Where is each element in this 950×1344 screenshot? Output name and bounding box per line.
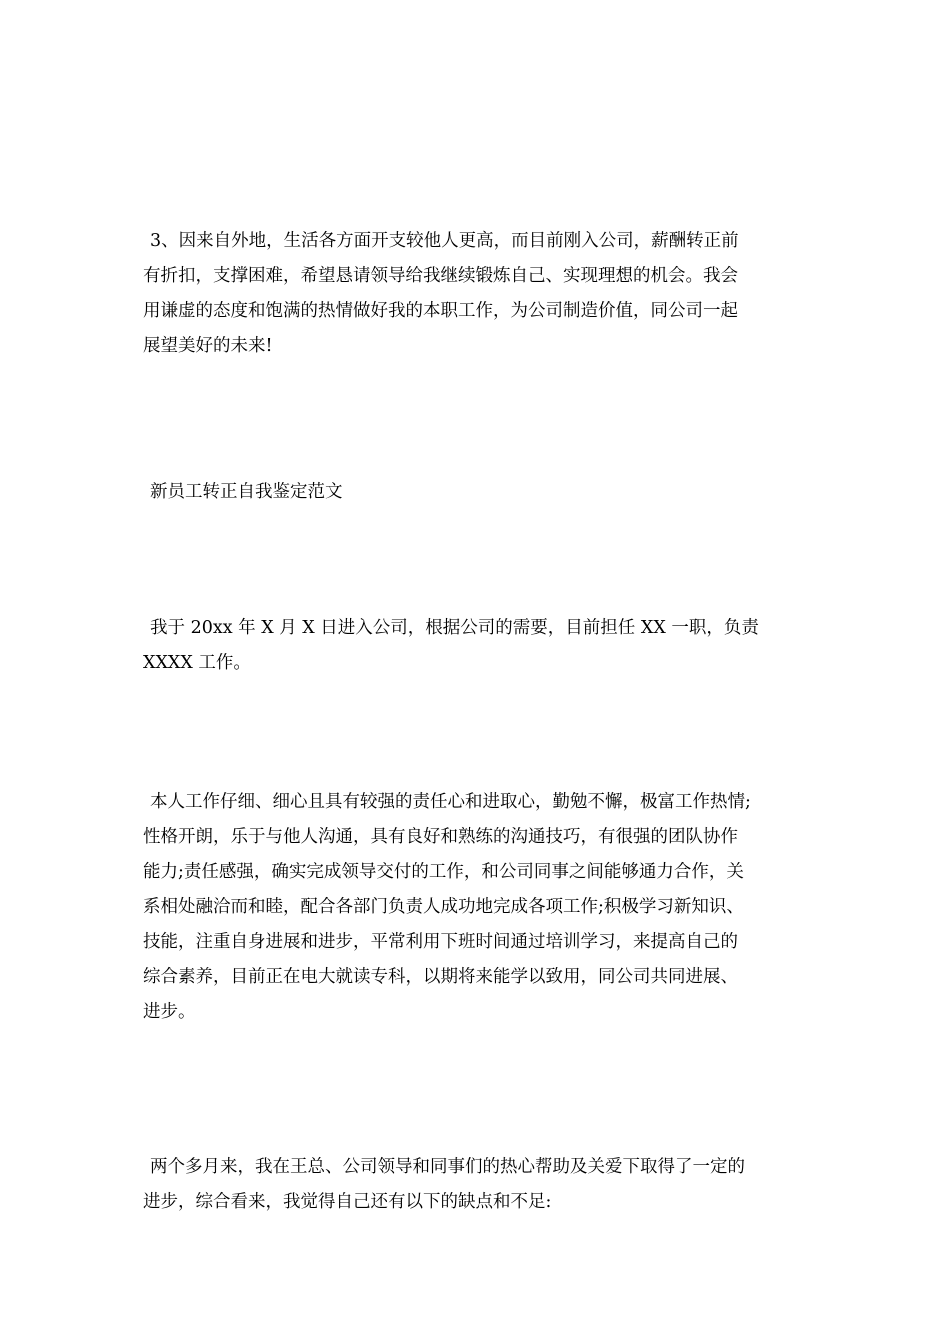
text-line: 用谦虚的态度和饱满的热情做好我的本职工作，为公司制造价值，同公司一起: [143, 301, 738, 321]
text-line: XXXX 工作。: [143, 653, 251, 673]
paragraph-shortcomings: [143, 1150, 833, 1220]
text-line: 综合素养，目前正在电大就读专科，以期将来能学以致用，同公司共同进展、: [143, 967, 738, 987]
text-line: 本人工作仔细、细心且具有较强的责任心和进取心，勤勉不懈，极富工作热情;: [150, 792, 751, 812]
text-line: 3、因来自外地，生活各方面开支较他人更高，而目前刚入公司，薪酬转正前: [150, 231, 739, 251]
text-line: 系相处融洽而和睦，配合各部门负责人成功地完成各项工作;积极学习新知识、: [143, 897, 744, 917]
text-line: 技能，注重自身进展和进步，平常利用下班时间通过培训学习，来提高自己的: [143, 932, 738, 952]
heading-text: 新员工转正自我鉴定范文: [150, 482, 343, 502]
text-line: 展望美好的未来!: [143, 336, 273, 356]
paragraph-salary-request: [143, 224, 833, 364]
text-line: 两个多月来，我在王总、公司领导和同事们的热心帮助及关爱下取得了一定的: [150, 1157, 745, 1177]
paragraph-self-assessment: [143, 785, 833, 1030]
text-line: 有折扣，支撑困难，希望恳请领导给我继续锻炼自己、实现理想的机会。我会: [143, 266, 738, 286]
text-line: 我于 20xx 年 X 月 X 日进入公司，根据公司的需要，目前担任 XX 一职，负责: [150, 618, 759, 638]
text-line: 进步，综合看来，我觉得自己还有以下的缺点和不足:: [143, 1192, 552, 1212]
text-line: 进步。: [143, 1002, 196, 1022]
text-line: 性格开朗，乐于与他人沟通，具有良好和熟练的沟通技巧，有很强的团队协作: [143, 827, 738, 847]
section-heading: [143, 475, 833, 510]
paragraph-introduction: [143, 611, 833, 681]
text-line: 能力;责任感强，确实完成领导交付的工作，和公司同事之间能够通力合作，关: [143, 862, 744, 882]
